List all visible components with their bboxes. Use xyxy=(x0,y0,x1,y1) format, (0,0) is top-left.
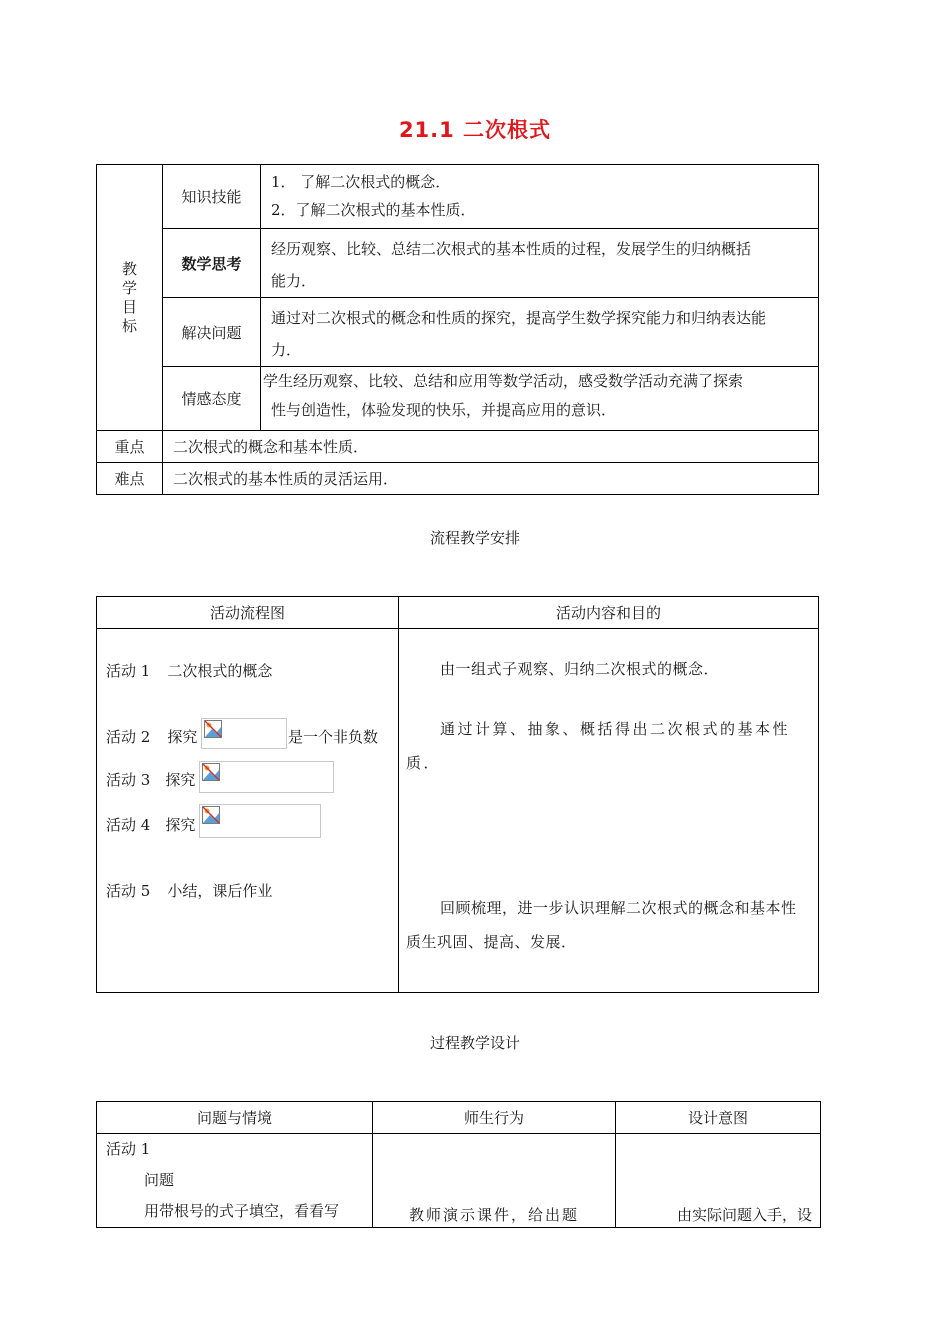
flow-activity-1: 活动 1 二次根式的概念 xyxy=(106,662,273,680)
process-activity-label: 活动 1 xyxy=(106,1140,151,1158)
formula-image-3 xyxy=(199,761,334,793)
process-question-text: 用带根号的式子填空，看看写 xyxy=(144,1202,340,1220)
process-heading: 过程教学设计 xyxy=(429,1034,520,1052)
flow-purpose-1: 由一组式子观察、归纳二次根式的概念． xyxy=(440,660,720,678)
flow-activity-4: 活动 4 探究 xyxy=(106,816,196,834)
objective-content: 学生经历观察、比较、总结和应用等数学活动，感受数学活动充满了探索 性与创造性，体验发现的快乐，并提高应用的意识． xyxy=(261,367,819,431)
process-header: 师生行为 xyxy=(373,1102,616,1134)
difficulty-text: 二次根式的基本性质的灵活运用． xyxy=(163,463,819,495)
process-table xyxy=(96,1101,821,1228)
process-question-label: 问题 xyxy=(144,1171,175,1189)
key-point-label: 重点 xyxy=(97,431,163,463)
process-header: 问题与情境 xyxy=(97,1102,373,1134)
formula-image-2 xyxy=(201,718,287,749)
broken-image-icon xyxy=(202,763,220,781)
difficulty-label: 难点 xyxy=(97,463,163,495)
objectives-table xyxy=(96,164,819,495)
objective-label: 知识技能 xyxy=(163,165,261,229)
flow-activity-2: 活动 2 探究 xyxy=(106,728,198,746)
flow-heading: 流程教学安排 xyxy=(429,529,520,547)
objective-label: 情感态度 xyxy=(163,367,261,431)
process-action-cell: 教师演示课件，给出题 xyxy=(373,1134,616,1228)
objective-content: 1． 了解二次根式的概念． 2．了解二次根式的基本性质． xyxy=(261,165,819,229)
broken-image-icon xyxy=(202,806,220,824)
flow-activity-3: 活动 3 探究 xyxy=(106,771,196,789)
flow-col1-header: 活动流程图 xyxy=(97,597,399,629)
page-title: 21.1 二次根式 xyxy=(398,118,552,142)
flow-purpose-3: 回顾梳理，进一步认识理解二次根式的概念和基本性质生巩固、提高、发展． xyxy=(406,899,797,951)
process-situation-cell xyxy=(97,1134,373,1228)
flow-col2-header: 活动内容和目的 xyxy=(399,597,819,629)
flow-activity-2-suffix: 是一个非负数 xyxy=(288,728,379,746)
objective-content: 通过对二次根式的概念和性质的探究，提高学生数学探究能力和归纳表达能 力． xyxy=(261,298,819,367)
objective-label: 解决问题 xyxy=(163,298,261,367)
objectives-group-label: 教学目标 xyxy=(97,165,163,431)
objective-label: 数学思考 xyxy=(163,229,261,298)
flow-purpose-2: 通过计算、抽象、概括得出二次根式的基本性质． xyxy=(406,720,791,772)
formula-image-4 xyxy=(199,804,321,838)
flow-activity-5: 活动 5 小结，课后作业 xyxy=(106,882,273,900)
process-header: 设计意图 xyxy=(616,1102,821,1134)
objective-content: 经历观察、比较、总结二次根式的基本性质的过程，发展学生的归纳概括 能力． xyxy=(261,229,819,298)
broken-image-icon xyxy=(204,720,222,738)
process-intent-cell: 由实际问题入手，设 xyxy=(616,1134,821,1228)
key-point-text: 二次根式的概念和基本性质． xyxy=(163,431,819,463)
